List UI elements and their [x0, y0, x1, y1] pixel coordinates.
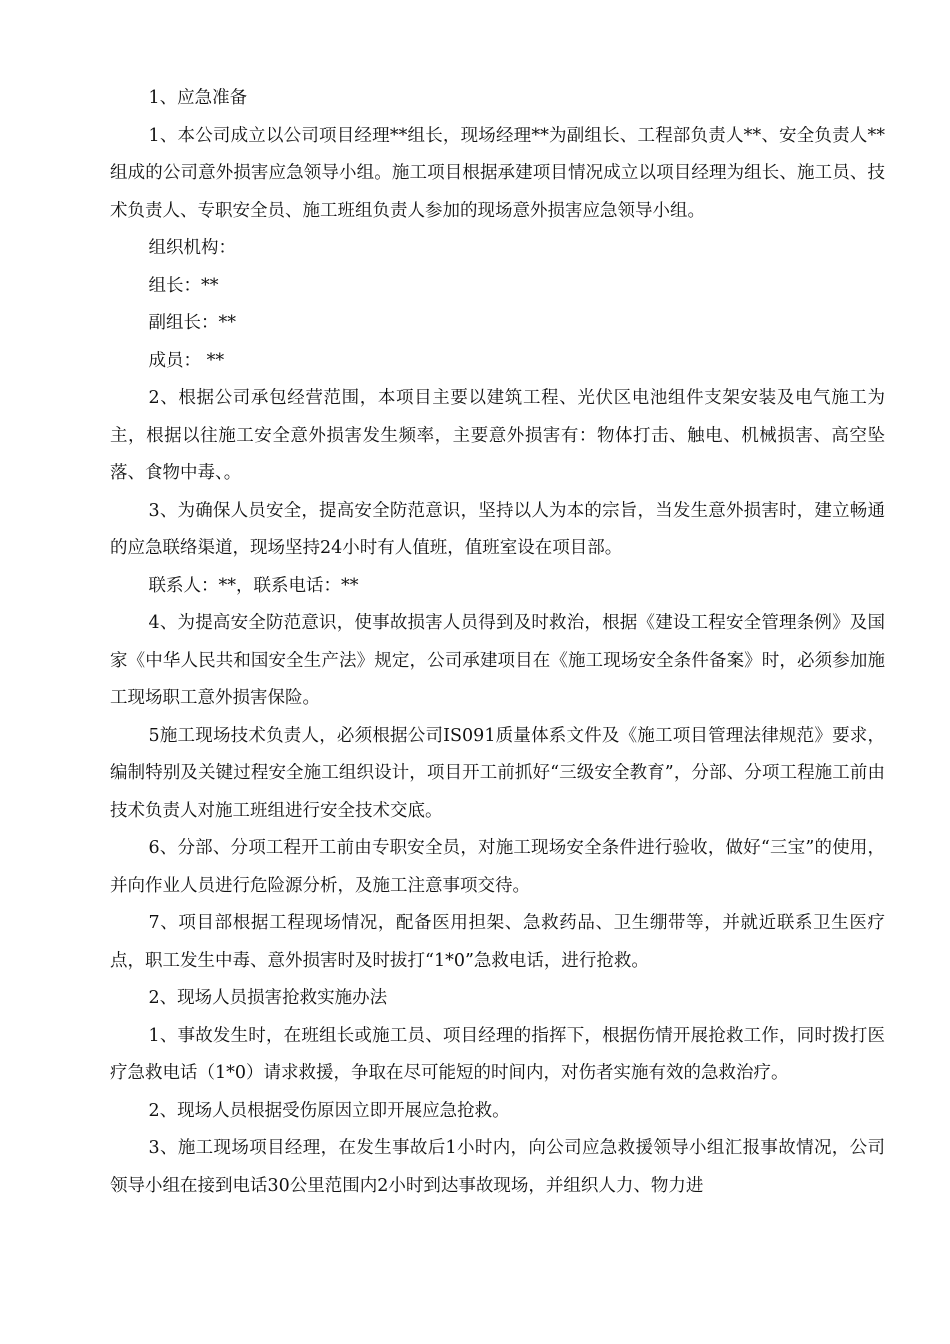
paragraph-onsite-rescue: 2、现场人员根据受伤原因立即开展应急抢救。	[148, 1100, 510, 1121]
section-heading-rescue-measures: 2、现场人员损害抢救实施办法	[148, 988, 388, 1008]
paragraph-safety-liaison: 3、为确保人员安全，提高安全防范意识，坚持以人为本的宗旨，当发生意外损害时，建立畅通的应急联络渠道，现场坚持24小时有人值班，值班室设在项目部。	[110, 500, 885, 558]
section-heading-emergency-preparation: 1、应急准备	[148, 88, 248, 108]
paragraph-accident-response: 1、事故发生时，在班组长或施工员、项目经理的指挥下，根据伤情开展抢救工作，同时拨打医疗急救电话（1*0）请求救援，争取在尽可能短的时间内，对伤者实施有效的急救治疗。	[110, 1025, 885, 1083]
paragraph-safety-inspection: 6、分部、分项工程开工前由专职安全员，对施工现场安全条件进行验收，做好“三宝”的使用，并向作业人员进行危险源分析，及施工注意事项交待。	[110, 838, 885, 896]
paragraph-contact: 联系人：**，联系电话：**	[148, 575, 359, 596]
paragraph-members: 成员： **	[148, 350, 225, 371]
paragraph-scope-hazards: 2、根据公司承包经营范围，本项目主要以建筑工程、光伏区电池组件支架安装及电气施工为主，根据以往施工安全意外损害发生频率，主要意外损害有：物体打击、触电、机械损害、高空坠落、食物中毒、。	[110, 388, 885, 483]
paragraph-insurance: 4、为提高安全防范意识，使事故损害人员得到及时救治，根据《建设工程安全管理条例》及国家《中华人民共和国安全生产法》规定，公司承建项目在《施工现场安全条件备案》时，必须参加施工现场职工意外损害保险。	[110, 613, 885, 708]
paragraph-org-structure-label: 组织机构：	[148, 238, 236, 258]
paragraph-group-leader: 组长：**	[148, 275, 219, 296]
paragraph-deputy-leader: 副组长：**	[148, 313, 236, 333]
paragraph-technical-lead: 5施工现场技术负责人，必须根据公司IS091质量体系文件及《施工项目管理法律规范》要求，编制特别及关键过程安全施工组织设计，项目开工前抓好“三级安全教育”，分部、分项工程施工前由技术负责人对施工班组进行安全技术交底。	[110, 725, 885, 821]
paragraph-reporting: 3、施工现场项目经理，在发生事故后1小时内，向公司应急救援领导小组汇报事故情况，公司领导小组在接到电话30公里范围内2小时到达事故现场，并组织人力、物力进	[110, 1138, 885, 1196]
paragraph-leadership-group: 1、本公司成立以公司项目经理**组长，现场经理**为副组长、工程部负责人**、安全负责人**组成的公司意外损害应急领导小组。施工项目根据承建项目情况成立以项目经理为组长、施工员、技术负责人、专职安全员、施工班组负责人参加的现场意外损害应急领导小组。	[110, 125, 885, 221]
document-page	[110, 80, 885, 1205]
paragraph-medical-supplies: 7、项目部根据工程现场情况，配备医用担架、急救药品、卫生绷带等，并就近联系卫生医疗点，职工发生中毒、意外损害时及时拔打“1*0”急救电话，进行抢救。	[110, 913, 885, 971]
